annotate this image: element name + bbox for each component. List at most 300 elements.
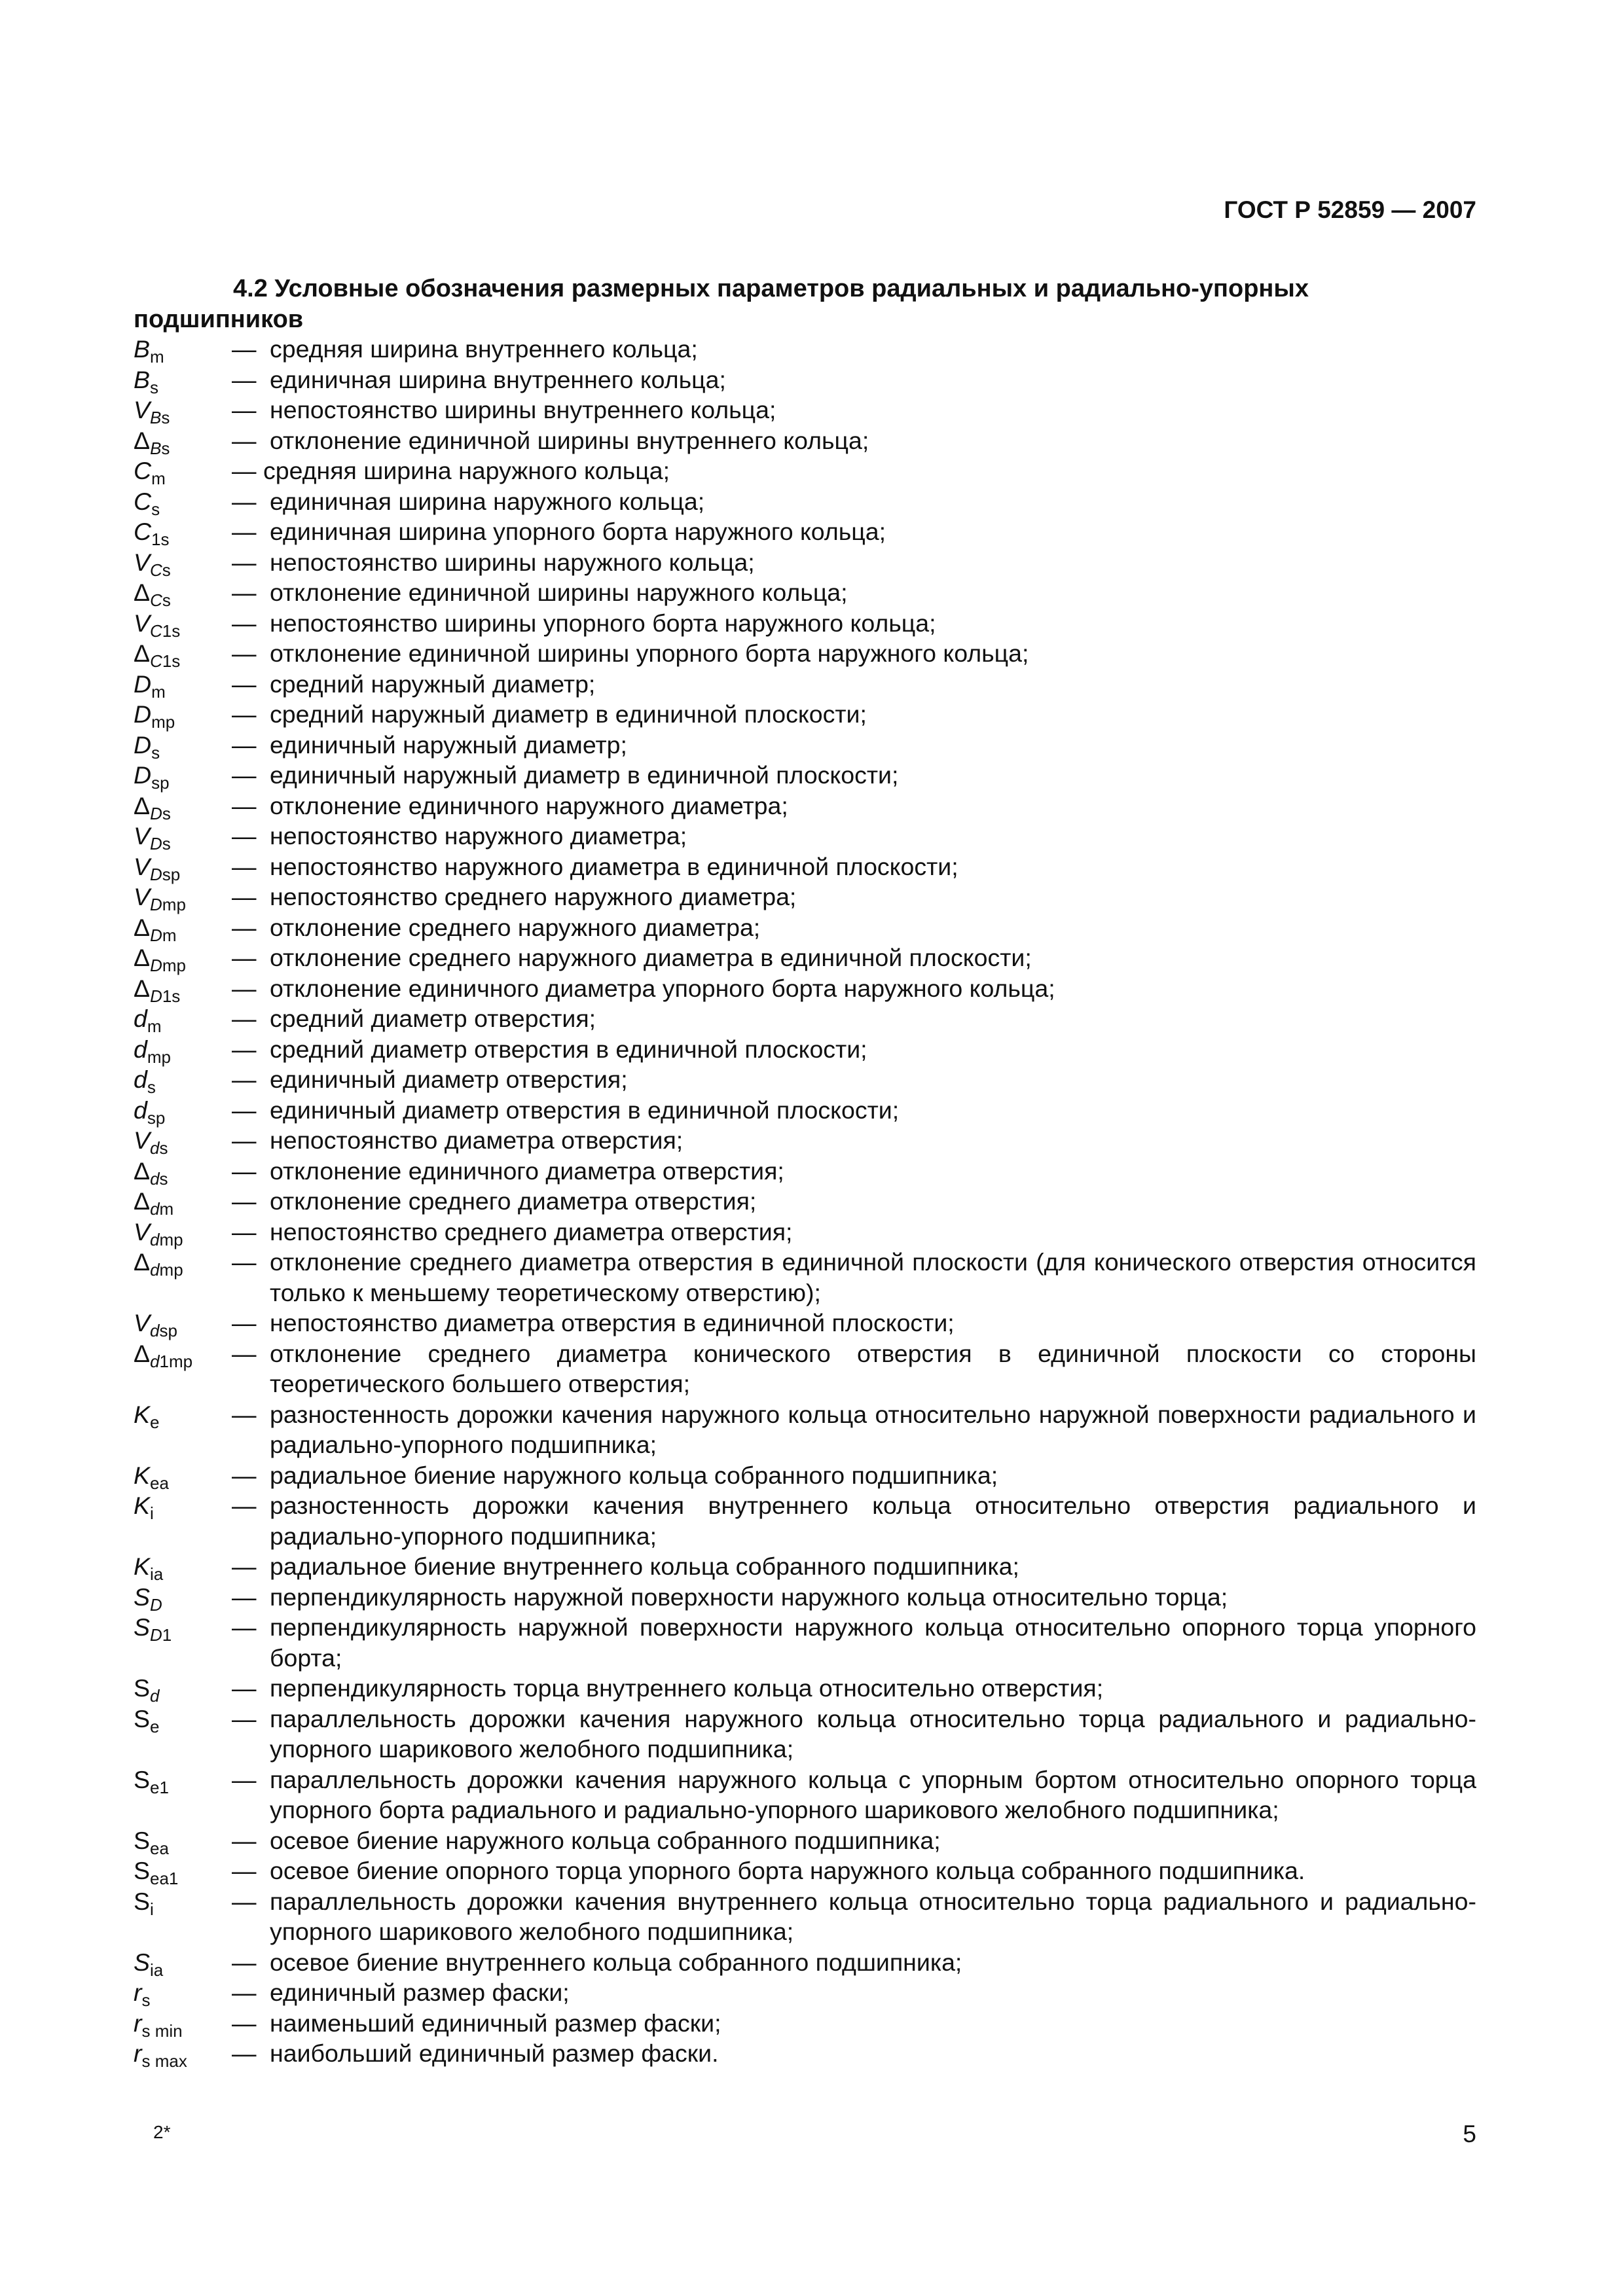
symbol-base: Δ [134, 579, 151, 606]
symbol-subscript [150, 1138, 168, 1158]
definition-dash: — [232, 1948, 257, 1976]
symbol-base: V [134, 609, 151, 637]
symbol-base: S [134, 1948, 151, 1976]
symbol-base: K [134, 1552, 151, 1580]
symbol-base: V [134, 883, 151, 910]
definition-dash: — [232, 1035, 257, 1063]
subscript-part: D [150, 1594, 162, 1615]
subscript-part: ia [150, 1564, 164, 1584]
definition-dash: — [232, 457, 257, 484]
subscript-part: d [150, 1168, 160, 1189]
definition-row [134, 1399, 1476, 1460]
symbol-base: Δ [134, 974, 151, 1002]
symbol-subscript [151, 773, 169, 793]
subscript-part: ea [150, 1473, 169, 1493]
definition-symbol [134, 1856, 232, 1886]
definition-dash: — [232, 852, 257, 880]
subscript-part: 1 [162, 1624, 172, 1645]
symbol-base: V [134, 548, 151, 576]
symbol-subscript [150, 1168, 168, 1188]
definition-symbol [134, 1003, 232, 1034]
definition-text: отклонение единичного диаметра упорного борта наружного кольца; [270, 974, 1055, 1002]
subscript-part: C [150, 620, 162, 641]
symbol-base: D [134, 761, 152, 789]
symbol-base: V [134, 1309, 151, 1336]
definition-text: средняя ширина внутреннего кольца; [270, 335, 698, 363]
symbol-subscript [150, 1899, 154, 1918]
definition-text: единичный диаметр отверстия в единичной плоскости; [270, 1096, 900, 1124]
definition-row [134, 486, 1476, 517]
subscript-part: m [162, 925, 177, 945]
definition-dash: — [232, 1826, 257, 1854]
definition-dash: — [232, 1765, 257, 1793]
definition-symbol [134, 1217, 232, 1247]
definition-dash: — [232, 2009, 257, 2037]
subscript-part: D [150, 986, 162, 1006]
symbol-base: d [134, 1005, 147, 1032]
symbol-base: r [134, 2039, 142, 2067]
subscript-part: i [150, 1503, 154, 1523]
symbol-base: S [134, 1704, 151, 1732]
definition-text: непостоянство ширины упорного борта наружного кольца; [270, 609, 936, 637]
subscript-part: 1s [162, 651, 181, 671]
signature-mark: 2* [153, 2122, 171, 2142]
definition-row [134, 516, 1476, 547]
definition-row [134, 852, 1476, 882]
subscript-part: B [150, 438, 162, 458]
definition-row [134, 1460, 1476, 1491]
definition-text: отклонение единичной ширины упорного борта наружного кольца; [270, 639, 1029, 667]
definition-row [134, 1156, 1476, 1187]
definition-dash: — [232, 1066, 257, 1093]
definition-row [134, 365, 1476, 395]
subscript-part: D [150, 925, 162, 945]
symbol-base: K [134, 1492, 151, 1519]
subscript-part: mp [159, 1259, 183, 1280]
definition-dash: — [232, 1461, 257, 1489]
symbol-subscript [150, 590, 171, 610]
definition-row [134, 1064, 1476, 1095]
symbol-subscript [150, 834, 171, 853]
symbol-subscript [150, 560, 171, 579]
definition-text: перпендикулярность наружной поверхности наружного кольца относительно опорного торца упорного борта; [270, 1613, 1476, 1672]
standard-header: ГОСТ Р 52859 — 2007 [1224, 196, 1476, 223]
symbol-base: K [134, 1400, 151, 1428]
definition-dash: — [232, 1248, 257, 1276]
subscript-part: 1mp [159, 1351, 193, 1371]
definition-dash: — [232, 487, 257, 515]
symbol-subscript [150, 956, 186, 975]
definition-text: отклонение среднего наружного диаметра; [270, 913, 761, 941]
definition-row [134, 638, 1476, 669]
subscript-part: mp [147, 1047, 171, 1067]
symbol-subscript [150, 347, 164, 367]
symbol-base: S [134, 1857, 151, 1884]
symbol-base: S [134, 1613, 151, 1641]
symbol-base: C [134, 457, 152, 484]
subscript-part: 1s [162, 620, 181, 641]
subscript-part: mp [159, 1229, 183, 1249]
subscript-part: sp [147, 1107, 166, 1128]
definition-row [134, 942, 1476, 973]
subscript-part: s [161, 407, 170, 427]
definition-symbol [134, 730, 232, 761]
definition-text: отклонение единичного диаметра отверстия; [270, 1157, 784, 1185]
symbol-subscript [142, 2020, 183, 2040]
subscript-part: sp [151, 772, 170, 793]
definition-symbol [134, 2008, 232, 2039]
definition-symbol [134, 1947, 232, 1978]
symbol-subscript [150, 803, 171, 823]
definition-symbol [134, 1886, 232, 1947]
symbol-base: D [134, 730, 152, 759]
definition-text: непостоянство ширины наружного кольца; [270, 548, 755, 576]
definition-symbol [134, 1582, 232, 1613]
definition-row [134, 547, 1476, 578]
definition-text: наибольший единичный размер фаски. [270, 2039, 719, 2067]
definition-text: непостоянство среднего диаметра отверстия; [270, 1217, 793, 1246]
definition-text: единичная ширина внутреннего кольца; [270, 365, 726, 393]
symbol-base: S [134, 1826, 151, 1854]
symbol-subscript [151, 712, 175, 732]
subscript-part: d [150, 1229, 160, 1249]
symbol-subscript [150, 1777, 169, 1797]
definition-row [134, 669, 1476, 700]
subscript-part: m [151, 681, 166, 702]
symbol-subscript [150, 438, 170, 457]
definition-row [134, 1612, 1476, 1673]
symbol-subscript [142, 1990, 151, 2010]
definition-dash: — [232, 1583, 257, 1611]
definition-symbol [134, 395, 232, 425]
definition-text: непостоянство среднего наружного диаметра; [270, 883, 797, 910]
subscript-part: 1s [151, 529, 170, 549]
definition-text: непостоянство наружного диаметра; [270, 822, 687, 850]
subscript-part: m [150, 346, 164, 367]
subscript-part: ea1 [150, 1868, 179, 1888]
symbol-subscript [151, 681, 166, 701]
subscript-part: s [150, 377, 159, 397]
definition-symbol [134, 1308, 232, 1338]
subscript-part: C [150, 560, 162, 580]
subscript-part: D [150, 803, 162, 823]
definition-row [134, 1551, 1476, 1582]
symbol-base: V [134, 822, 151, 850]
symbol-subscript [150, 1960, 163, 1979]
definition-symbol [134, 1125, 232, 1156]
definition-row [134, 1217, 1476, 1247]
definition-symbol [134, 1551, 232, 1582]
subscript-part: mp [151, 711, 175, 732]
symbol-subscript [147, 1016, 162, 1036]
subscript-part: mp [162, 955, 186, 975]
subscript-part: m [159, 1198, 174, 1219]
subscript-part: d [150, 1198, 160, 1219]
definition-row [134, 973, 1476, 1004]
subscript-part: e [150, 1412, 160, 1432]
definition-symbol [134, 1064, 232, 1095]
definition-dash: — [232, 548, 257, 576]
symbol-subscript [150, 1351, 192, 1371]
symbol-base: D [134, 700, 152, 728]
symbol-subscript [142, 2051, 187, 2071]
symbol-subscript [150, 1260, 183, 1280]
definition-text: непостоянство ширины внутреннего кольца; [270, 396, 776, 423]
definition-dash: — [232, 730, 257, 759]
definition-row [134, 1308, 1476, 1338]
symbol-subscript [150, 1594, 162, 1614]
definition-row [134, 2008, 1476, 2039]
definition-row [134, 1765, 1476, 1825]
symbol-subscript [151, 499, 160, 518]
definition-dash: — [232, 1400, 257, 1428]
definition-dash: — [232, 2039, 257, 2067]
definition-dash: — [232, 639, 257, 667]
symbol-subscript [150, 1321, 177, 1340]
definition-text: средний наружный диаметр; [270, 670, 596, 698]
symbol-subscript [150, 377, 158, 397]
symbol-base: Δ [134, 791, 151, 819]
definition-text: отклонение единичной ширины наружного кольца; [270, 579, 848, 606]
definition-row [134, 395, 1476, 425]
definition-symbol [134, 365, 232, 395]
definition-row [134, 2038, 1476, 2069]
definition-dash: — [232, 974, 257, 1002]
subscript-part: s [141, 1990, 151, 2010]
subscript-part: ea [150, 1838, 169, 1858]
definition-text: отклонение единичной ширины внутреннего кольца; [270, 426, 869, 454]
definition-dash: — [232, 1492, 257, 1519]
definition-row [134, 791, 1476, 821]
definition-dash: — [232, 365, 257, 393]
definition-row [134, 1490, 1476, 1551]
definition-dash: — [232, 609, 257, 637]
symbol-base: K [134, 1461, 151, 1489]
definition-dash: — [232, 1552, 257, 1580]
definition-text: осевое биение внутреннего кольца собранного подшипника; [270, 1948, 962, 1976]
definition-row [134, 1338, 1476, 1399]
symbol-subscript [150, 1229, 183, 1249]
subscript-part: d [150, 1320, 160, 1340]
subscript-part: i [150, 1899, 154, 1919]
subscript-part: s min [141, 2020, 183, 2041]
symbol-subscript [147, 1047, 171, 1066]
page-number: 5 [1463, 2121, 1476, 2147]
definition-dash: — [232, 1887, 257, 1915]
subscript-part: sp [159, 1320, 177, 1340]
definition-text: непостоянство диаметра отверстия в единичной плоскости; [270, 1309, 955, 1336]
definition-row [134, 1825, 1476, 1856]
subscript-part: C [150, 590, 162, 610]
subscript-part: e [150, 1716, 160, 1736]
definition-row [134, 1673, 1476, 1704]
definition-dash: — [232, 335, 257, 363]
definition-symbol [134, 760, 232, 791]
subscript-part: D [150, 864, 162, 884]
definition-row [134, 1247, 1476, 1308]
definition-dash: — [232, 1613, 257, 1641]
definition-symbol [134, 882, 232, 912]
symbol-base: d [134, 1066, 147, 1093]
definition-symbol [134, 456, 232, 486]
symbol-subscript [150, 1412, 159, 1431]
definition-dash: — [232, 1309, 257, 1336]
definition-row [134, 425, 1476, 456]
definition-row [134, 1003, 1476, 1034]
definition-text: отклонение среднего наружного диаметра в единичной плоскости; [270, 944, 1032, 971]
subscript-part: s max [141, 2051, 187, 2071]
symbol-subscript [150, 895, 186, 914]
definition-text: отклонение среднего диаметра отверстия в единичной плоскости (для конического отверстия относится только к меньшему теоретическому отверстию); [270, 1248, 1476, 1306]
section-title [134, 274, 1476, 335]
symbol-base: Δ [134, 1157, 151, 1185]
symbol-base: V [134, 1217, 151, 1246]
definition-text: отклонение среднего диаметра отверстия; [270, 1187, 757, 1215]
definition-row [134, 1856, 1476, 1886]
definition-text: единичный диаметр отверстия; [270, 1066, 628, 1093]
definition-dash: — [232, 822, 257, 850]
subscript-part: B [150, 407, 162, 427]
subscript-part: s [151, 499, 160, 519]
subscript-part: D [150, 955, 162, 975]
definition-symbol [134, 912, 232, 943]
definition-dash: — [232, 1704, 257, 1732]
definition-symbol [134, 973, 232, 1004]
subscript-part: m [147, 1016, 162, 1036]
definition-text: параллельность дорожки качения наружного кольца относительно торца радиального и радиально-упорного шарикового желобного подшипника; [270, 1704, 1476, 1763]
symbol-subscript [147, 1107, 165, 1127]
definition-symbol [134, 1977, 232, 2008]
definition-symbol [134, 1673, 232, 1704]
definition-text: единичный наружный диаметр; [270, 730, 627, 759]
symbol-base: Δ [134, 426, 151, 454]
definition-symbol [134, 608, 232, 639]
symbol-subscript [150, 651, 180, 671]
definition-symbol [134, 1338, 232, 1399]
symbol-base: Δ [134, 1339, 151, 1367]
definition-text: радиальное биение наружного кольца собранного подшипника; [270, 1461, 998, 1489]
subscript-part: m [151, 468, 166, 488]
definition-text: наименьший единичный размер фаски; [270, 2009, 721, 2037]
definition-dash: — [232, 700, 257, 728]
symbol-subscript [150, 1869, 178, 1888]
definition-dash: — [232, 670, 257, 698]
subscript-part: s [162, 803, 171, 823]
definitions-list [134, 334, 1476, 2069]
subscript-part: sp [162, 864, 181, 884]
definition-symbol [134, 1612, 232, 1673]
definition-row [134, 821, 1476, 852]
definition-dash: — [232, 1187, 257, 1215]
definition-symbol [134, 1460, 232, 1491]
subscript-part: s [162, 833, 171, 853]
symbol-base: V [134, 852, 151, 880]
definition-dash: — [232, 883, 257, 910]
subscript-part: d [150, 1259, 160, 1280]
definition-symbol [134, 821, 232, 852]
definition-symbol [134, 1825, 232, 1856]
definition-text: непостоянство наружного диаметра в единичной плоскости; [270, 852, 958, 880]
definition-row [134, 699, 1476, 730]
definition-dash: — [232, 396, 257, 423]
definition-text: отклонение единичного наружного диаметра; [270, 791, 788, 819]
definition-symbol [134, 1490, 232, 1551]
symbol-subscript [150, 1503, 154, 1523]
symbol-base: S [134, 1887, 151, 1915]
symbol-subscript [150, 1564, 163, 1584]
definition-symbol [134, 1765, 232, 1825]
symbol-base: S [134, 1765, 151, 1793]
symbol-subscript [150, 1838, 169, 1857]
symbol-subscript [150, 1199, 173, 1219]
definition-dash: — [232, 426, 257, 454]
symbol-base: Δ [134, 1187, 151, 1215]
definition-text: разностенность дорожки качения наружного кольца относительно наружной поверхности радиального и радиально-упорного подшипника; [270, 1400, 1476, 1458]
definition-text: средний наружный диаметр в единичной плоскости; [270, 700, 867, 728]
definition-text: единичный наружный диаметр в единичной плоскости; [270, 761, 899, 789]
definition-symbol [134, 1247, 232, 1308]
definition-symbol [134, 1034, 232, 1065]
definition-dash: — [232, 761, 257, 789]
subscript-part: mp [162, 894, 186, 914]
definition-row [134, 1582, 1476, 1613]
symbol-base: Δ [134, 913, 151, 941]
definition-symbol [134, 1095, 232, 1126]
subscript-part: D [150, 833, 162, 853]
definition-text: перпендикулярность торца внутреннего кольца относительно отверстия; [270, 1674, 1104, 1702]
subscript-part: s [162, 560, 171, 580]
definition-text: средняя ширина наружного кольца; [263, 457, 670, 484]
subscript-part: C [150, 651, 162, 671]
definition-dash: — [232, 1217, 257, 1246]
symbol-base: r [134, 1979, 142, 2006]
definition-dash: — [232, 1979, 257, 2006]
definition-row [134, 760, 1476, 791]
definition-symbol [134, 334, 232, 365]
subscript-part: d [150, 1685, 160, 1706]
definition-row [134, 1125, 1476, 1156]
symbol-base: Δ [134, 944, 151, 971]
definition-text: перпендикулярность наружной поверхности наружного кольца относительно торца; [270, 1583, 1228, 1611]
definition-text: непостоянство диаметра отверстия; [270, 1126, 684, 1154]
symbol-base: d [134, 1035, 147, 1063]
definition-dash: — [232, 913, 257, 941]
symbol-base: Δ [134, 639, 151, 667]
symbol-base: S [134, 1674, 151, 1702]
subscript-part: d [150, 1351, 160, 1371]
definition-text: единичная ширина упорного борта наружного кольца; [270, 518, 886, 545]
definition-row [134, 1947, 1476, 1978]
definition-dash: — [232, 1339, 257, 1367]
definition-symbol [134, 2038, 232, 2069]
definition-symbol [134, 425, 232, 456]
symbol-base: B [134, 365, 151, 393]
definition-symbol [134, 486, 232, 517]
symbol-base: d [134, 1096, 147, 1124]
subscript-part: s [147, 1077, 156, 1097]
symbol-base: V [134, 1126, 151, 1154]
symbol-subscript [150, 1716, 159, 1736]
definition-dash: — [232, 1126, 257, 1154]
definition-dash: — [232, 1674, 257, 1702]
subscript-part: s [159, 1138, 168, 1158]
symbol-base: S [134, 1583, 151, 1611]
definition-symbol [134, 516, 232, 547]
definition-row [134, 577, 1476, 608]
definition-symbol [134, 638, 232, 669]
definition-text: единичный размер фаски; [270, 1979, 570, 2006]
definition-text: разностенность дорожки качения внутреннего кольца относительно отверстия радиального и радиально-упорного подшипника; [270, 1492, 1476, 1550]
